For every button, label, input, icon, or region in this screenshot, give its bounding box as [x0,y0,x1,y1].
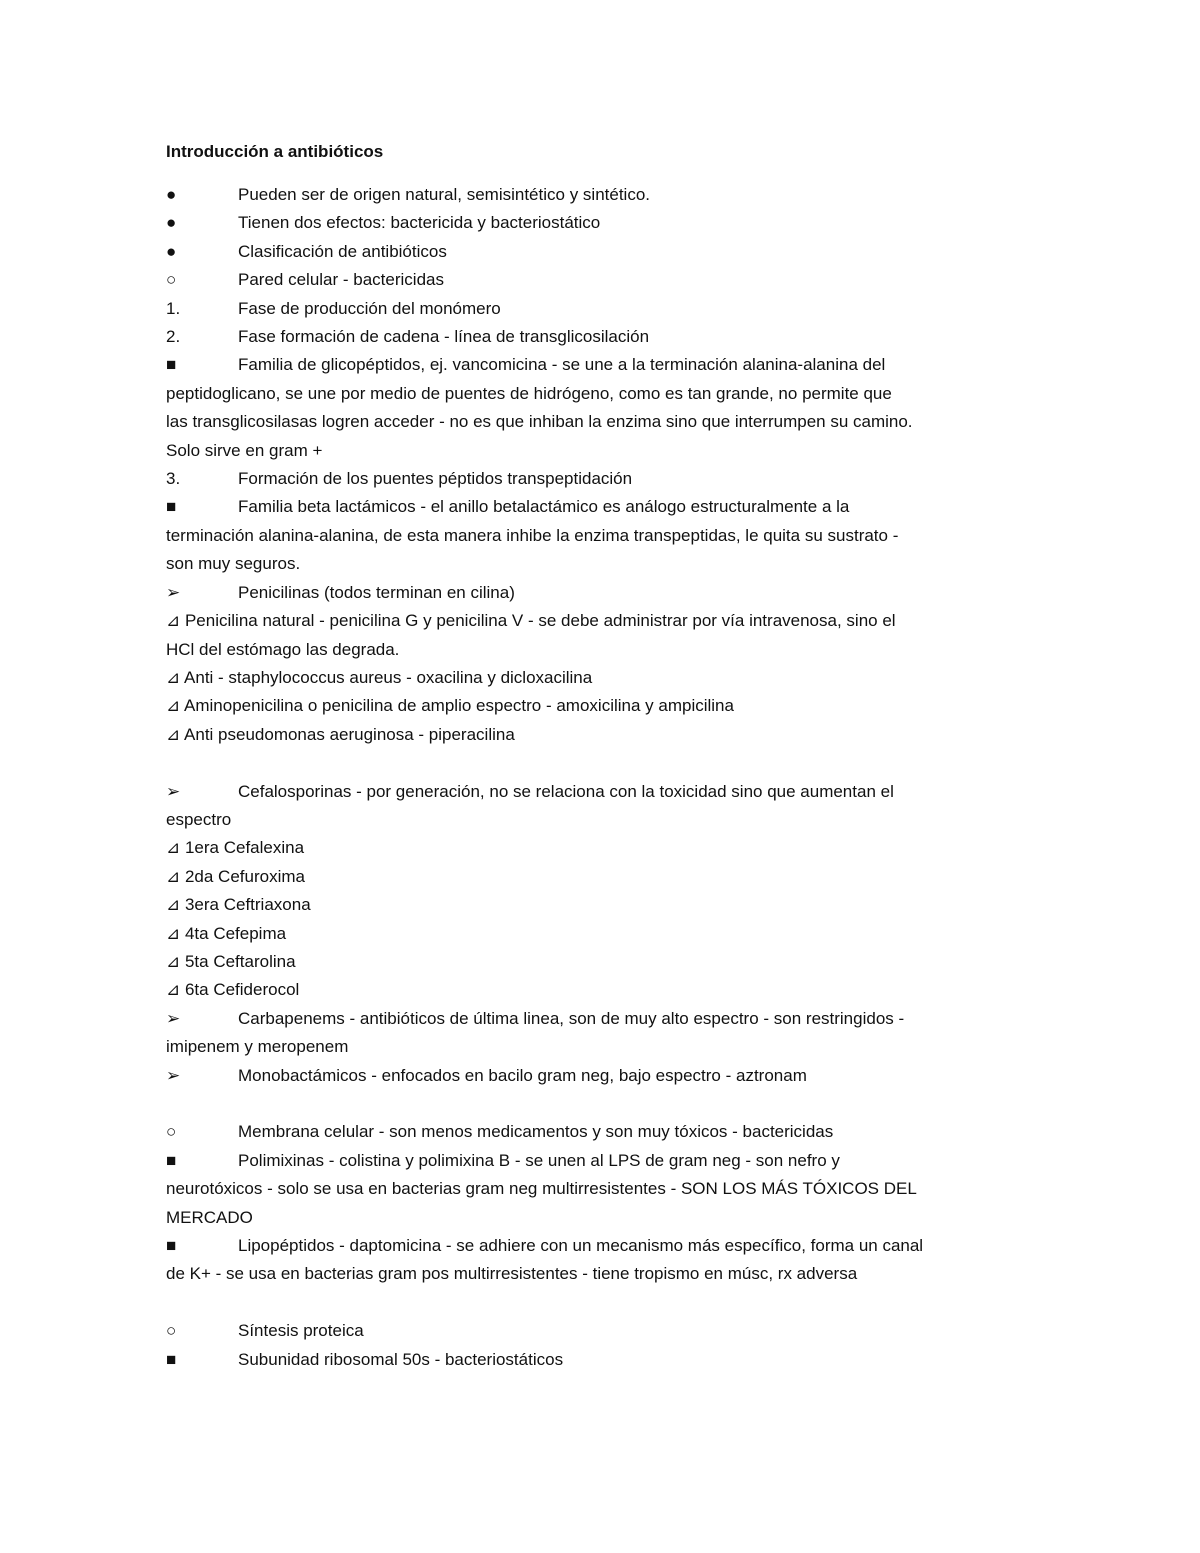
document-line [166,948,1030,976]
line-text: MERCADO [166,1207,253,1227]
list-marker: 3. [166,469,181,489]
list-marker: ■ [166,497,177,517]
document-line [166,522,1030,550]
line-text: Síntesis proteica [238,1321,364,1341]
line-text: Pueden ser de origen natural, semisintético y sintético. [238,185,651,204]
document-line [166,834,1030,862]
line-text: ⊿ 2da Cefuroxima [166,866,305,886]
document-line [166,1317,1030,1345]
document-line [166,266,1030,294]
line-text: imipenem y meropenem [166,1037,349,1057]
document-line [166,209,1030,237]
line-text: Cefalosporinas - por generación, no se relaciona con la toxicidad sino que aumentan el [238,781,894,801]
document-line [166,238,1030,266]
document-line [166,636,1030,664]
blank-line [166,1289,1030,1317]
document-line [166,380,1030,408]
document-line [166,181,1030,209]
document-line [166,437,1030,465]
document-title: Introducción a antibióticos [166,142,384,161]
document-line [166,493,1030,521]
line-text: Lipopéptidos - daptomicina - se adhiere con un mecanismo más específico, forma un canal [238,1236,924,1255]
line-text: ⊿ 5ta Ceftarolina [166,951,296,971]
list-marker: ○ [166,1122,177,1142]
document-line [166,891,1030,919]
document-line [166,863,1030,891]
line-text: Membrana celular - son menos medicamentos y son muy tóxicos - bactericidas [238,1122,834,1142]
line-text: Carbapenems - antibióticos de última linea, son de muy alto espectro - son restringidos - [238,1008,905,1028]
document-line [166,1204,1030,1232]
document-line [166,1147,1030,1175]
list-marker: ○ [166,270,177,290]
document-line [166,550,1030,578]
line-text: son muy seguros. [166,554,301,574]
document-line [166,1346,1030,1374]
line-text: de K+ - se usa en bacterias gram pos multirresistentes - tiene tropismo en músc, rx adversa [166,1264,858,1284]
list-marker: ■ [166,355,177,375]
document-line [166,1260,1030,1288]
document-line [166,1175,1030,1203]
line-text: Pared celular - bactericidas [238,270,444,290]
line-text: ⊿ 3era Ceftriaxona [166,895,311,915]
line-text: ⊿ Anti - staphylococcus aureus - oxacilina y dicloxacilina [166,667,593,687]
line-text: las transglicosilasas logren acceder - no es que inhiban la enzima sino que interrumpen su camino. [166,412,913,432]
list-marker: ➢ [166,1065,181,1085]
line-text: ⊿ Aminopenicilina o penicilina de amplio espectro - amoxicilina y ampicilina [166,696,734,716]
document-line [166,465,1030,493]
line-text: neurotóxicos - solo se usa en bacterias gram neg multirresistentes - SON LOS MÁS TÓXICOS DEL [166,1179,917,1199]
document-line [166,295,1030,323]
document-line [166,351,1030,379]
blank-line [166,1090,1030,1118]
line-text: espectro [166,809,232,829]
line-text: ⊿ 4ta Cefepima [166,923,287,943]
document-line [166,778,1030,806]
document-line [166,323,1030,351]
list-marker: ● [166,241,177,261]
document-line [166,1118,1030,1146]
line-text: ⊿ 6ta Cefiderocol [166,980,300,1000]
line-text: ⊿ Penicilina natural - penicilina G y penicilina V - se debe administrar por vía intravenosa, sino el [166,611,896,631]
list-marker: 2. [166,327,181,347]
document-line [166,692,1030,720]
document-line [166,1005,1030,1033]
list-marker: ➢ [166,582,181,602]
document-line [166,1232,1030,1260]
list-marker: ■ [166,1236,177,1255]
document-line [166,579,1030,607]
blank-line [166,749,1030,777]
line-text: Tienen dos efectos: bactericida y bacteriostático [238,213,601,233]
document-line [166,664,1030,692]
list-marker: ➢ [166,1008,181,1028]
document-line [166,721,1030,749]
line-text: ⊿ Anti pseudomonas aeruginosa - piperacilina [166,724,515,744]
line-text: Solo sirve en gram + [166,440,323,460]
document-line [166,408,1030,436]
line-text: terminación alanina-alanina, de esta manera inhibe la enzima transpeptidas, le quita su sustrato - [166,525,899,545]
line-text: Monobactámicos - enfocados en bacilo gram neg, bajo espectro - aztronam [238,1065,807,1085]
document-body [166,181,1030,1374]
document-line [166,920,1030,948]
document-line [166,806,1030,834]
line-text: Familia de glicopéptidos, ej. vancomicina - se une a la terminación alanina-alanina del [238,355,886,375]
line-text: Familia beta lactámicos - el anillo betalactámico es análogo estructuralmente a la [238,497,850,517]
line-text: Polimixinas - colistina y polimixina B - se unen al LPS de gram neg - son nefro y [238,1150,840,1170]
list-marker: ➢ [166,781,181,801]
document-line [166,976,1030,1004]
document-line [166,1033,1030,1061]
document-line [166,607,1030,635]
line-text: Penicilinas (todos terminan en cilina) [238,582,515,602]
list-marker: ■ [166,1349,177,1369]
line-text: ⊿ 1era Cefalexina [166,838,305,858]
line-text: Fase formación de cadena - línea de transglicosilación [238,327,650,347]
list-marker: ■ [166,1150,177,1170]
line-text: Subunidad ribosomal 50s - bacteriostáticos [238,1349,564,1369]
line-text: Clasificación de antibióticos [238,241,447,261]
line-text: peptidoglicano, se une por medio de puentes de hidrógeno, como es tan grande, no permite que [166,383,892,403]
list-marker: ● [166,185,177,204]
list-marker: ● [166,213,177,233]
line-text: Fase de producción del monómero [238,298,501,318]
line-text: Formación de los puentes péptidos transpeptidación [238,469,633,489]
list-marker: 1. [166,298,181,318]
line-text: HCl del estómago las degrada. [166,639,400,659]
document-line [166,1062,1030,1090]
list-marker: ○ [166,1321,177,1341]
